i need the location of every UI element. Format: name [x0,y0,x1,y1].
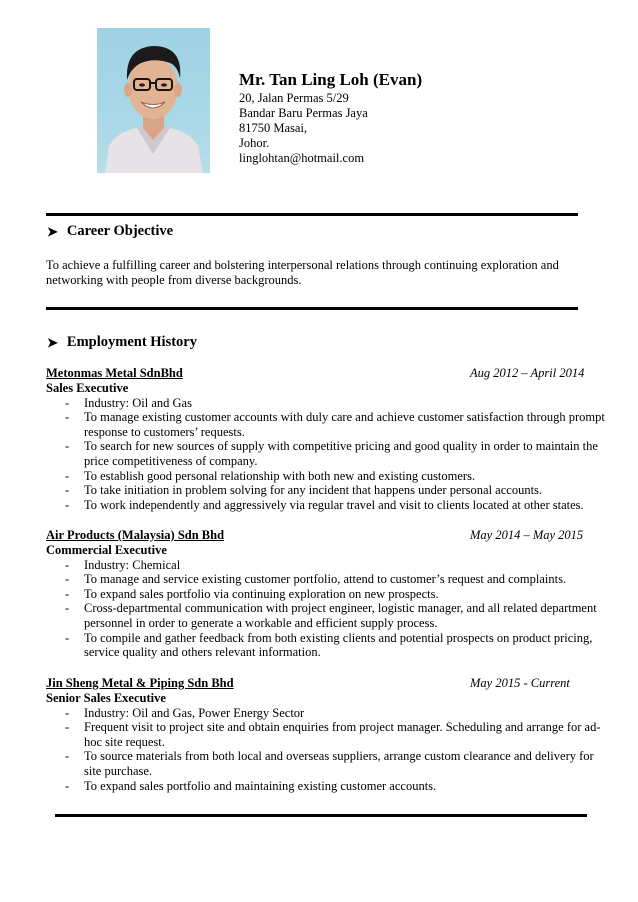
email-address: linglohtan@hotmail.com [239,151,365,165]
duty-list [46,558,608,660]
employment-dates: May 2015 - Current [470,676,570,690]
portrait-illustration [97,28,210,173]
list-item: - To work independently and aggressively via regular travel and visit to clients located at other states. [65,497,584,512]
list-item: - To search for new sources of supply with competitive pricing and good quality in order to maintain the price competitiveness of company. [65,439,598,468]
contact-block [239,70,422,166]
profile-photo [97,28,210,173]
list-item: - To establish good personal relationship with both new and existing customers. [65,468,476,483]
job-entry [46,676,608,793]
section-title-text: Career Objective [66,223,174,239]
section-title-text: Employment History [66,334,197,350]
list-item: - To manage and service existing customer portfolio, attend to customer’s request and complaints. [65,572,567,587]
arrow-bullet-icon: ➤ [47,224,58,239]
address-line: Bandar Baru Permas Jaya [239,106,368,120]
list-item: - To expand sales portfolio and maintaining existing customer accounts. [65,778,437,793]
job-entry [46,528,608,660]
candidate-name: Mr. Tan Ling Loh (Evan) [239,70,423,89]
list-item: - To manage existing customer accounts with duly care and achieve customer satisfaction through prompt response to customers’ requests. [65,410,605,439]
list-item: - To source materials from both local and overseas suppliers, arrange custom clearance and delivery for site purchase. [65,749,594,778]
job-role: Commercial Executive [46,543,167,557]
arrow-bullet-icon: ➤ [47,335,58,350]
list-item: - Industry: Oil and Gas [65,395,192,410]
company-name: Air Products (Malaysia) Sdn Bhd [46,528,225,542]
job-role: Senior Sales Executive [46,691,166,705]
list-item: - Industry: Oil and Gas, Power Energy Sector [65,705,305,720]
job-role: Sales Executive [46,381,129,395]
duty-list [46,706,608,794]
list-item: - To take initiation in problem solving for any incident that happens under personal accounts. [65,483,543,498]
address-line: 81750 Masai, [239,121,308,135]
list-item: - Cross-departmental communication with project engineer, logistic manager, and all related department personnel in order to generate a workable and efficient supply process. [65,601,597,630]
address-line: 20, Jalan Permas 5/29 [239,91,349,105]
duty-list [46,396,608,513]
company-name: Metonmas Metal SdnBhd [46,366,183,380]
career-objective-text: To achieve a fulfilling career and bolstering interpersonal relations through continuing exploration and networking with people from diverse backgrounds. [46,258,559,287]
company-name: Jin Sheng Metal & Piping Sdn Bhd [46,676,234,690]
section-divider [46,213,578,216]
employment-dates: Aug 2012 – April 2014 [470,366,585,380]
list-item: - Industry: Chemical [65,557,181,572]
section-divider [46,307,578,310]
address-line: Johor. [239,136,270,150]
list-item: - To expand sales portfolio via continuing exploration on new prospects. [65,586,439,601]
list-item: - To compile and gather feedback from both existing clients and potential prospects on product pricing, service quality and others relevant information. [65,630,593,660]
employment-history-heading [47,334,197,351]
career-objective-heading [47,223,173,240]
employment-dates: May 2014 – May 2015 [470,528,584,542]
list-item: - Frequent visit to project site and obtain enquiries from project manager. Scheduling and arrange for ad-hoc site request. [65,720,601,749]
section-divider [55,814,587,817]
job-entry [46,366,608,512]
